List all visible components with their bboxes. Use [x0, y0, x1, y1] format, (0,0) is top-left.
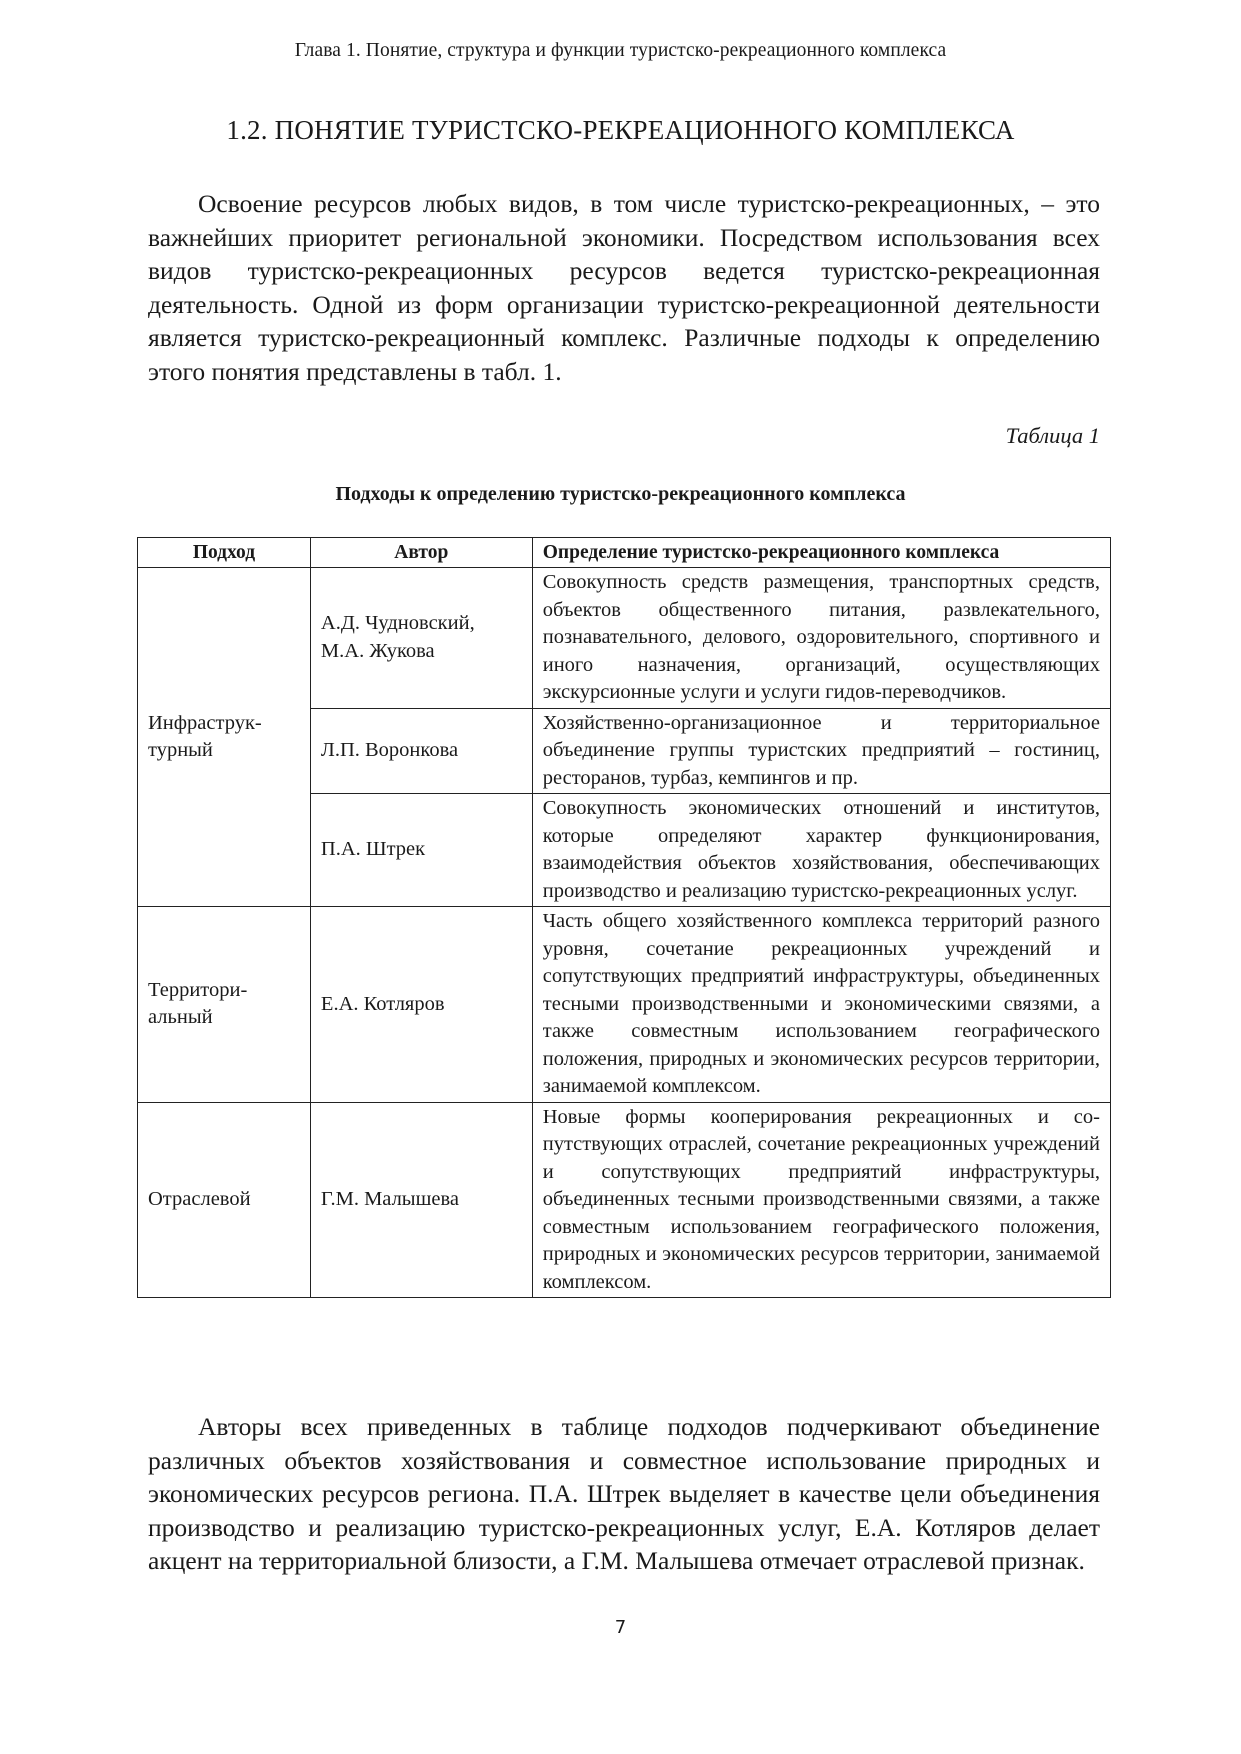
author-cell: Л.П. Воронкова	[310, 708, 532, 794]
author-cell: Е.А. Котляров	[310, 907, 532, 1103]
table-header-row	[138, 538, 1111, 568]
table-caption: Подходы к определению туристско-рекреационного комплекса	[335, 483, 906, 505]
definition-cell: Часть общего хозяйственного комплекса территорий разного уровня, сочетание рекреационных учреждений и сопутствующих предприятий инфраструктуры, объединенных тесными производственными и экономическими связями, а также совместным использованием географического положения, природных и экономических ресурсов территории, занимаемой комплексом.	[532, 907, 1110, 1103]
running-header: Глава 1. Понятие, структура и функции туристско-рекреационного комплекса	[294, 40, 947, 61]
definition-cell: Совокупность средств размещения, транспортных средств, объектов общественного питания, развлекательного, познавательного, делового, оздоровительного, спортивного и иного назначения, организаций, осуществляющих экскурсионные услуги и услуги гидов-переводчиков.	[532, 568, 1110, 709]
author-cell: А.Д. Чудновский, М.А. Жукова	[310, 568, 532, 709]
author-cell: Г.М. Малышева	[310, 1102, 532, 1298]
page-number: 7	[614, 1617, 627, 1638]
definition-cell: Новые формы кооперирования рекреационных и сопутствующих отраслей, сочетание рекреационных учреждений и сопутствующих предприятий инфраструктуры, объединенных тесными производственными связями, а также совместным использованием географического положения, природных и экономических ресурсов территории, занимаемой комплексом.	[532, 1102, 1110, 1298]
table-label: Таблица 1	[1005, 423, 1100, 448]
intro-paragraph: Освоение ресурсов любых видов, в том числе туристско-рекреационных, – это важнейших приоритет региональной экономики. Посредством использования всех видов туристско-рекреационных ресурсов ведется туристско-рекреационная деятельность. Одной из форм организации туристско-рекреационной деятельности является туристско-рекреационный комплекс. Различные подходы к определению этого понятия представлены в табл. 1.	[148, 189, 1100, 386]
conclusion-paragraph: Авторы всех приведенных в таблице подходов подчеркивают объединение различных объектов хозяйствования и совместное использование природных и экономических ресурсов региона. П.А. Штрек выделяет в качестве цели объединения производство и реализацию туристско-рекреационных услуг, Е.А. Котляров делает акцент на территориальной близости, а Г.М. Малышева отмечает отраслевой признак.	[148, 1412, 1100, 1575]
definition-cell: Совокупность экономических отношений и институтов, которые определяют характер функционирования, взаимодействия объектов хозяйствования, обеспечивающих производство и реализацию туристско-рекреационных услуг.	[532, 794, 1110, 907]
approach-cell: Инфраструктурный	[138, 568, 311, 907]
table-row	[138, 1102, 1111, 1298]
approaches-table	[137, 537, 1111, 1298]
table-row	[138, 568, 1111, 709]
approach-cell: Территориальный	[138, 907, 311, 1103]
section-title: 1.2. ПОНЯТИЕ ТУРИСТСКО-РЕКРЕАЦИОННОГО КОМПЛЕКСА	[226, 115, 1015, 145]
definition-cell: Хозяйственно-организационное и территориальное объединение группы туристских предприятий – гостиниц, ресторанов, турбаз, кемпингов и пр.	[532, 708, 1110, 794]
header-definition: Определение туристско-рекреационного комплекса	[532, 538, 1110, 568]
header-author: Автор	[310, 538, 532, 568]
table-row	[138, 907, 1111, 1103]
header-approach: Подход	[138, 538, 311, 568]
approach-cell: Отраслевой	[138, 1102, 311, 1298]
author-cell: П.А. Штрек	[310, 794, 532, 907]
